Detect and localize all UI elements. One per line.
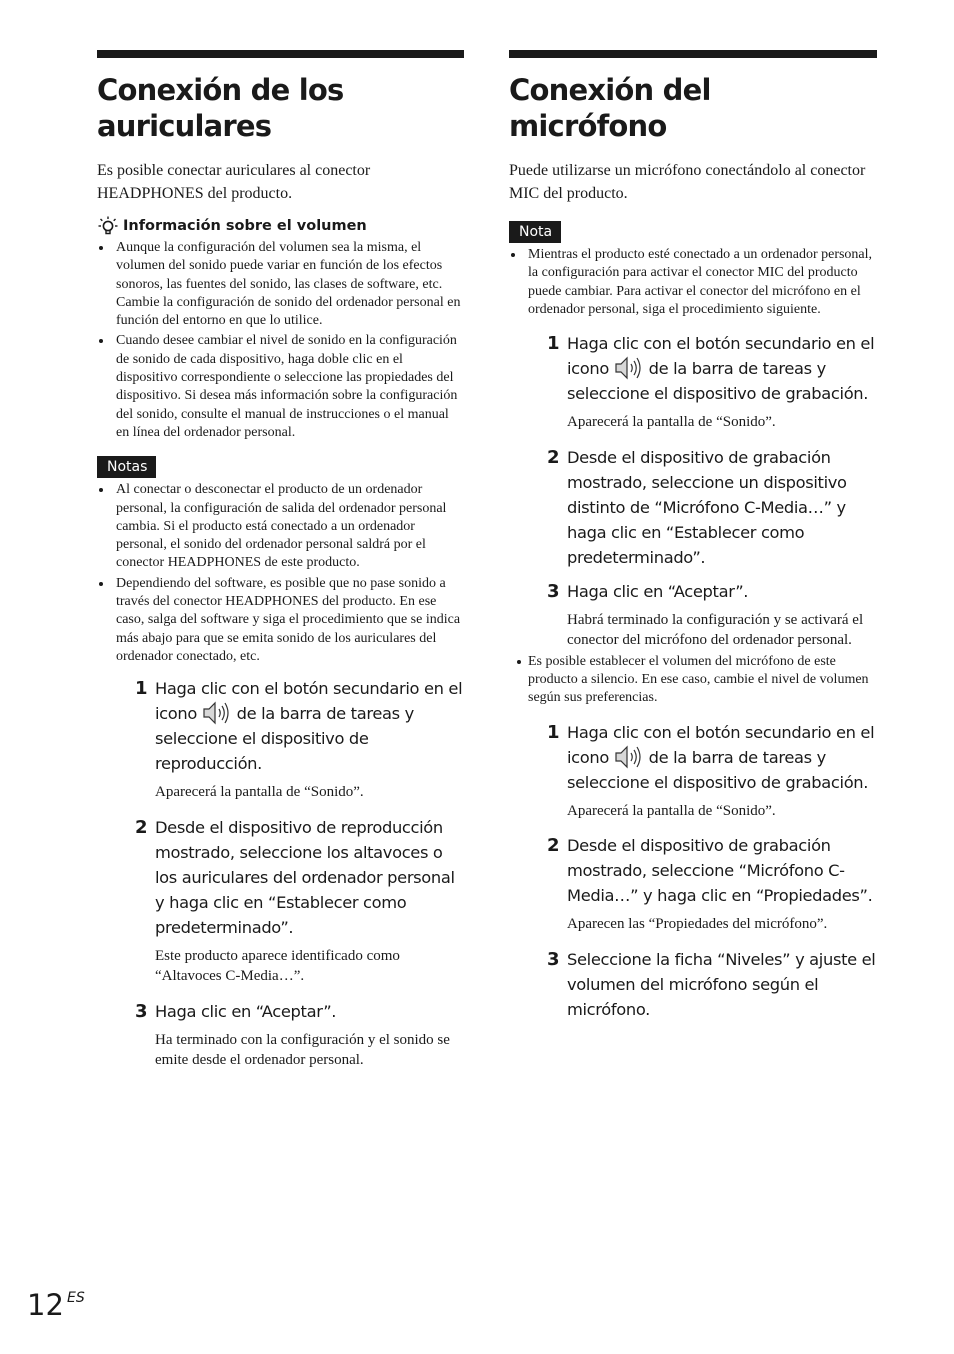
step-3 — [547, 579, 877, 651]
step-1 — [135, 676, 464, 803]
notes-tag: Notas — [97, 456, 156, 478]
note-list — [509, 246, 877, 319]
step-result: Este producto aparece identificado como “Altavoces C-Media…”. — [155, 947, 400, 985]
language-code: ES — [67, 1290, 85, 1306]
notes-list — [97, 481, 464, 666]
lightbulb-icon — [97, 215, 119, 237]
step-number: 1 — [547, 721, 560, 743]
step-text: Seleccione la ficha “Niveles” y ajuste el volumen del micrófono según el micrófono. — [567, 949, 876, 1019]
step-text-before: Haga clic con el botón secundario en el icono — [567, 722, 875, 767]
page-number: 12 — [27, 1288, 64, 1322]
step-result: Habrá terminado la configuración y se activará el conector del micrófono del ordenador personal. — [567, 611, 864, 649]
speaker-icon — [614, 745, 644, 769]
tip-heading-text: Información sobre el volumen — [123, 218, 367, 234]
step-text: Desde el dispositivo de reproducción mostrado, seleccione los altavoces o los auriculares del ordenador personal y haga clic en “Establecer como predeterminado”. — [155, 817, 455, 937]
note-tag-wrap — [509, 221, 877, 243]
title-line-1: Conexión de los — [97, 73, 344, 107]
step-text: Haga clic en “Aceptar”. — [567, 581, 749, 601]
step-2 — [547, 833, 877, 935]
note-list-2 — [515, 653, 877, 708]
steps-mic-a — [547, 331, 877, 651]
step-1 — [547, 331, 877, 433]
list-item: Dependiendo del software, es posible que no pase sonido a través del conector HEADPHONES del producto. En ese caso, salga del software y siga el procedimiento que se indica más abajo para que se emita sonido de los auriculares del ordenador conectado, etc. — [97, 575, 464, 666]
step-text-before: Haga clic con el botón secundario en el icono — [567, 334, 875, 379]
step-text — [155, 676, 464, 776]
step-number: 2 — [547, 446, 560, 468]
step-3 — [547, 947, 877, 1022]
right-column — [509, 50, 877, 1022]
step-result: Aparecerá la pantalla de “Sonido”. — [155, 784, 364, 801]
note-tag: Nota — [509, 221, 561, 243]
step-2 — [135, 815, 464, 987]
step-text: Desde el dispositivo de grabación mostrado, seleccione “Micrófono C-Media…” y haga clic en “Propiedades”. — [567, 836, 873, 906]
section-rule — [509, 50, 877, 58]
step-result: Aparecerá la pantalla de “Sonido”. — [567, 802, 776, 819]
step-3 — [135, 999, 464, 1071]
left-column — [97, 50, 464, 1071]
list-item: Al conectar o desconectar el producto de un ordenador personal, la configuración de salida del ordenador personal cambia. Si el producto está conectado a un ordenador personal, el sonido del ordenador personal saldrá por el conector HEADPHONES de este producto. — [97, 481, 464, 572]
step-number: 1 — [135, 678, 148, 700]
speaker-icon — [614, 356, 644, 380]
step-number: 3 — [547, 580, 560, 602]
step-number: 2 — [547, 835, 560, 857]
section-rule — [97, 50, 464, 58]
steps-headphones — [135, 676, 464, 1071]
section-title-microphone: Conexión del micrófono — [509, 73, 711, 143]
step-1 — [547, 720, 877, 822]
step-result: Ha terminado con la configuración y el sonido se emite desde el ordenador personal. — [155, 1031, 450, 1069]
list-item: Aunque la configuración del volumen sea la misma, el volumen del sonido puede variar en función de los efectos sonoros, las fuentes del sonido, las clases de software, etc. Cambie la configuración de sonido del ordenador personal en función del entorno en que lo utilice. — [97, 239, 464, 330]
step-result: Aparecen las “Propiedades del micrófono”. — [567, 916, 828, 933]
tip-list — [97, 239, 464, 442]
step-text: Haga clic en “Aceptar”. — [155, 1001, 337, 1021]
intro-text: Es posible conectar auriculares al conector HEADPHONES del producto. — [97, 162, 371, 202]
step-number: 1 — [547, 333, 560, 355]
step-text-after: de la barra de tareas y seleccione el dispositivo de grabación. — [567, 747, 869, 792]
list-item: Mientras el producto esté conectado a un ordenador personal, la configuración para activar el conector MIC del producto puede cambiar. Para activar el conector del micrófono en el ordenador personal, siga el procedimiento siguiente. — [509, 246, 877, 319]
step-number: 2 — [135, 816, 148, 838]
step-text-after: de la barra de tareas y seleccione el dispositivo de grabación. — [567, 359, 869, 404]
speaker-icon — [202, 701, 232, 725]
section-title-headphones — [97, 72, 464, 144]
steps-mic-b — [547, 720, 877, 1022]
step-text — [567, 331, 877, 406]
intro-text: Puede utilizarse un micrófono conectándolo al conector MIC del producto. — [509, 162, 866, 202]
step-text-before: Haga clic con el botón secundario en el icono — [155, 679, 463, 724]
step-text-after: de la barra de tareas y seleccione el dispositivo de reproducción. — [155, 704, 414, 774]
step-number: 3 — [135, 1000, 148, 1022]
title-line-2: auriculares — [97, 109, 272, 143]
notes-tag-wrap — [97, 456, 464, 478]
step-text — [567, 720, 877, 795]
list-item: Cuando desee cambiar el nivel de sonido en la configuración de sonido de cada dispositivo, haga doble clic en el dispositivo correspondiente o seleccione las propiedades del dispositivo. Si desea más información sobre la configuración del sonido, consulte el manual de instrucciones o el manual en línea del ordenador personal. — [97, 332, 464, 442]
step-text: Desde el dispositivo de grabación mostrado, seleccione un dispositivo distinto de “Micrófono C-Media…” y haga clic en “Establecer como predeterminado”. — [567, 447, 847, 567]
step-2 — [547, 445, 877, 570]
tip-heading — [97, 215, 464, 237]
list-item: Es posible establecer el volumen del micrófono de este producto a silencio. En ese caso, cambie el nivel de volumen según sus preferencias. — [515, 653, 877, 708]
step-result: Aparecerá la pantalla de “Sonido”. — [567, 414, 776, 431]
step-number: 3 — [547, 948, 560, 970]
